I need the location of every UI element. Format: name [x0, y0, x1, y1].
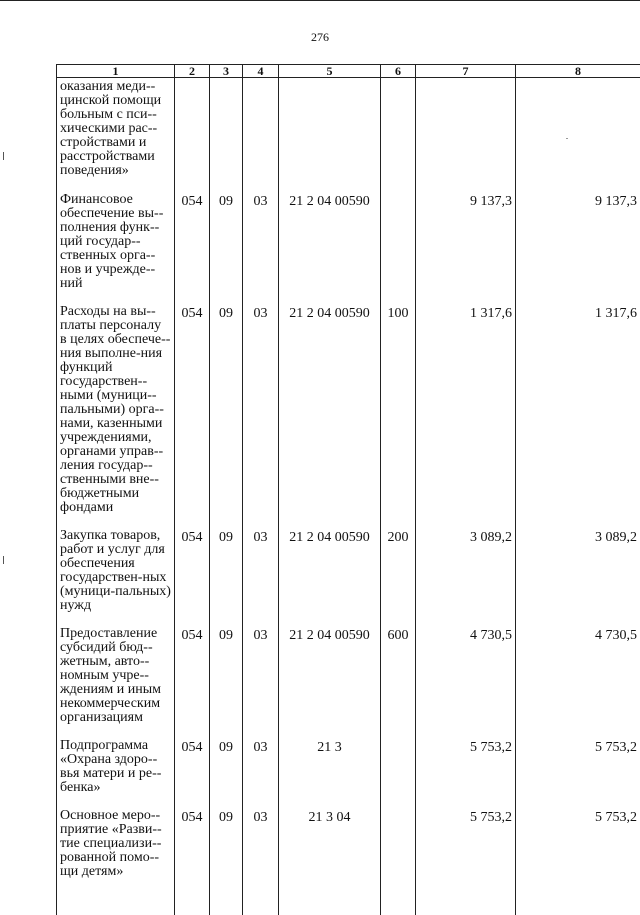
top-border-line — [0, 0, 640, 1]
table-row — [57, 305, 640, 529]
row-section-code: 09 — [210, 627, 243, 739]
column-header: 3 — [210, 65, 243, 78]
row-ministry-code: 054 — [175, 809, 210, 893]
row-ministry-code: 054 — [175, 529, 210, 627]
left-margin-mark — [3, 152, 4, 160]
row-subsection-code — [243, 78, 279, 194]
column-header: 7 — [416, 65, 516, 78]
table-row — [57, 809, 640, 893]
row-name: Основное меро-приятие «Разви-тие специализи-рованной помо-щи детям» — [57, 809, 175, 893]
row-amount-1: 4 730,5 — [416, 627, 516, 739]
row-section-code: 09 — [210, 305, 243, 529]
row-section-code — [210, 78, 243, 194]
row-section-code: 09 — [210, 739, 243, 809]
row-ministry-code: 054 — [175, 305, 210, 529]
column-header: 4 — [243, 65, 279, 78]
row-amount-1: 3 089,2 — [416, 529, 516, 627]
budget-table — [56, 64, 640, 915]
row-subsection-code: 03 — [243, 193, 279, 305]
row-amount-1: 1 317,6 — [416, 305, 516, 529]
row-name: Предоставление субсидий бюд-жетным, авто-номным учре-ждениям и иным некоммерческим организациям — [57, 627, 175, 739]
row-subsection-code: 03 — [243, 809, 279, 893]
row-expense-type: 100 — [381, 305, 416, 529]
table-row — [57, 627, 640, 739]
table-row — [57, 529, 640, 627]
table-row-filler — [57, 893, 640, 915]
row-target-code: 21 3 04 — [279, 809, 381, 893]
table-row — [57, 193, 640, 305]
row-target-code: 21 2 04 00590 — [279, 529, 381, 627]
column-header: 8 — [516, 65, 640, 78]
column-header: 2 — [175, 65, 210, 78]
page-number: 276 — [0, 30, 640, 45]
row-subsection-code: 03 — [243, 305, 279, 529]
row-ministry-code: 054 — [175, 739, 210, 809]
row-target-code: 21 2 04 00590 — [279, 627, 381, 739]
row-target-code: 21 2 04 00590 — [279, 305, 381, 529]
row-subsection-code: 03 — [243, 739, 279, 809]
row-expense-type: 200 — [381, 529, 416, 627]
row-target-code — [279, 78, 381, 194]
column-header: 6 — [381, 65, 416, 78]
row-amount-1: 5 753,2 — [416, 809, 516, 893]
column-header: 5 — [279, 65, 381, 78]
row-amount-1: 5 753,2 — [416, 739, 516, 809]
row-expense-type — [381, 193, 416, 305]
row-expense-type — [381, 739, 416, 809]
row-amount-2: 9 137,3 — [516, 193, 640, 305]
row-subsection-code: 03 — [243, 529, 279, 627]
row-expense-type: 600 — [381, 627, 416, 739]
row-amount-2: 5 753,2 — [516, 739, 640, 809]
row-amount-2: 3 089,2 — [516, 529, 640, 627]
table-row — [57, 78, 640, 194]
row-amount-2: 5 753,2 — [516, 809, 640, 893]
row-ministry-code — [175, 78, 210, 194]
row-expense-type — [381, 809, 416, 893]
row-name: Подпрограмма «Охрана здоро-вья матери и ре-бенка» — [57, 739, 175, 809]
row-amount-2 — [516, 78, 640, 194]
row-expense-type — [381, 78, 416, 194]
column-header: 1 — [57, 65, 175, 78]
table-row — [57, 739, 640, 809]
row-amount-2: 4 730,5 — [516, 627, 640, 739]
row-name: Расходы на вы-платы персоналу в целях обеспече-ния выполне-ния функций государствен-ными (муници-пальными) орга-нами, казенными учреждениями, органами управ-ления государ-ственными вне-бюджетными фондами — [57, 305, 175, 529]
row-ministry-code: 054 — [175, 627, 210, 739]
row-subsection-code: 03 — [243, 627, 279, 739]
row-name: Закупка товаров, работ и услуг для обеспечения государствен-ных (муници-пальных) нужд — [57, 529, 175, 627]
row-name: оказания меди-цинской помощи больным с пси-хическими рас-стройствами и расстройствами поведения» — [57, 78, 175, 194]
row-ministry-code: 054 — [175, 193, 210, 305]
row-section-code: 09 — [210, 193, 243, 305]
row-section-code: 09 — [210, 529, 243, 627]
row-amount-2: 1 317,6 — [516, 305, 640, 529]
row-amount-1: 9 137,3 — [416, 193, 516, 305]
row-target-code: 21 3 — [279, 739, 381, 809]
row-amount-1 — [416, 78, 516, 194]
header-row — [57, 65, 640, 78]
left-margin-mark — [3, 556, 4, 564]
row-section-code: 09 — [210, 809, 243, 893]
row-name: Финансовое обеспечение вы-полнения функ-ций государ-ственных орга-нов и учрежде-ний — [57, 193, 175, 305]
row-target-code: 21 2 04 00590 — [279, 193, 381, 305]
